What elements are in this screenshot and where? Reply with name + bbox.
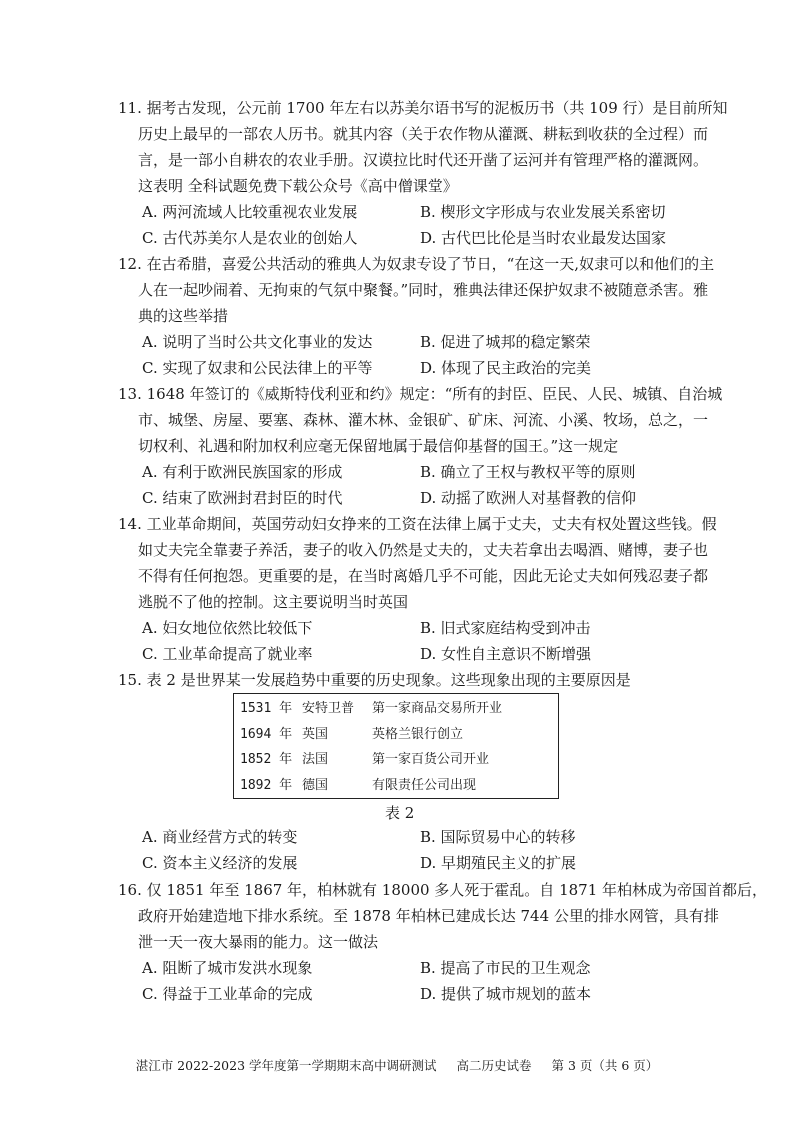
table-cell-year: 1694 年 [240, 726, 293, 742]
option-c: C. 实现了奴隶和公民法律上的平等 [142, 359, 373, 377]
table-cell-year: 1852 年 [240, 752, 293, 767]
option-c: C. 工业革命提高了就业率 [142, 645, 313, 663]
table-cell-place: 德国 [302, 777, 329, 793]
option-b: B. 旧式家庭结构受到冲击 [420, 619, 591, 637]
options-row [118, 850, 678, 876]
question-stem-line: 12. 在古希腊，喜爱公共活动的雅典人为奴隶专设了节日，“在这一天,奴隶可以和他们的主 [118, 255, 715, 273]
table-cell-event: 第一家商品交易所开业 [372, 701, 503, 716]
table-cell-event: 有限责任公司出现 [372, 777, 477, 793]
option-d: D. 古代巴比伦是当时农业最发达国家 [420, 229, 667, 247]
question-11 [118, 95, 728, 251]
option-a: A. 阻断了城市发洪水现象 [142, 959, 313, 977]
option-a: A. 有利于欧洲民族国家的形成 [142, 463, 343, 481]
question-stem-line: 人在一起吵闹着、无拘束的气氛中聚餐。”同时，雅典法律还保护奴隶不被随意杀害。雅 [138, 281, 709, 299]
options-row [118, 955, 678, 981]
question-15-options [118, 824, 678, 876]
question-15 [118, 667, 678, 693]
table-row [240, 773, 552, 799]
page-footer [0, 1056, 794, 1076]
table-cell-place: 英国 [302, 726, 329, 742]
footer-exam-title: 湛江市 2022-2023 学年度第一学期期末高中调研测试 [135, 1058, 437, 1073]
question-stem-line: 市、城堡、房屋、要塞、森林、灌木林、金银矿、矿床、河流、小溪、牧场，总之，一 [138, 411, 709, 429]
question-14 [118, 511, 717, 667]
options-row [118, 615, 678, 641]
table-cell-place: 法国 [302, 752, 329, 767]
option-c: C. 资本主义经济的发展 [142, 854, 298, 872]
options-row [118, 459, 678, 485]
question-stem-line: 切权利、礼遇和附加权利应毫无保留地属于最信仰基督的国王。”这一规定 [138, 437, 619, 455]
table-caption: 表 2 [385, 804, 415, 822]
question-stem-line: 11. 据考古发现，公元前 1700 年左右以苏美尔语书写的泥板历书（共 109 行）是目前所知 [118, 99, 728, 117]
option-c: C. 得益于工业革命的完成 [142, 985, 313, 1003]
question-stem-line: 逃脱不了他的控制。这主要说明当时英国 [138, 593, 409, 611]
footer-page-number: 第 3 页（共 6 页） [551, 1058, 659, 1073]
question-12 [118, 251, 715, 381]
table-row [240, 722, 552, 748]
options-row [118, 329, 678, 355]
option-a: A. 两河流域人比较重视农业发展 [142, 203, 358, 221]
question-13 [118, 381, 723, 511]
question-stem-line: 政府开始建造地下排水系统。至 1878 年柏林已建成长达 744 公里的排水网管，具有排 [138, 907, 719, 925]
option-b: B. 促进了城邦的稳定繁荣 [420, 333, 591, 351]
table-row [240, 696, 552, 722]
table-cell-year: 1892 年 [240, 777, 293, 793]
option-a: A. 说明了当时公共文化事业的发达 [142, 333, 373, 351]
question-stem-line: 13. 1648 年签订的《威斯特伐利亚和约》规定：“所有的封臣、臣民、人民、城镇、自治城 [118, 385, 723, 403]
options-row [118, 824, 678, 850]
table-cell-event: 第一家百货公司开业 [372, 752, 490, 767]
table-2 [233, 693, 559, 799]
question-stem-line: 言，是一部小自耕农的农业手册。汉谟拉比时代还开凿了运河并有管理严格的灌溉网。 [138, 151, 709, 169]
question-stem-line: 这表明 全科试题免费下载公众号《高中僧课堂》 [138, 177, 458, 195]
table-cell-year: 1531 年 [240, 701, 293, 716]
footer-subject: 高二历史试卷 [456, 1058, 532, 1073]
option-a: A. 妇女地位依然比较低下 [142, 619, 313, 637]
question-stem-line: 泄一天一夜大暴雨的能力。这一做法 [138, 933, 379, 951]
table-row [240, 747, 552, 773]
question-stem-line: 如丈夫完全靠妻子养活，妻子的收入仍然是丈夫的，丈夫若拿出去喝酒、赌博，妻子也 [138, 541, 709, 559]
options-row [118, 485, 678, 511]
question-stem-line: 16. 仅 1851 年至 1867 年，柏林就有 18000 多人死于霍乱。自 1871 年柏林成为帝国首都后， [118, 881, 768, 899]
option-d: D. 早期殖民主义的扩展 [420, 854, 577, 872]
option-c: C. 古代苏美尔人是农业的创始人 [142, 229, 358, 247]
options-row [118, 981, 678, 1007]
option-c: C. 结束了欧洲封君封臣的时代 [142, 489, 343, 507]
option-b: B. 楔形文字形成与农业发展关系密切 [420, 203, 666, 221]
option-d: D. 提供了城市规划的蓝本 [420, 985, 592, 1003]
option-b: B. 确立了王权与教权平等的原则 [420, 463, 636, 481]
options-row [118, 641, 678, 667]
option-d: D. 体现了民主政治的完美 [420, 359, 592, 377]
question-stem-line: 历史上最早的一部农人历书。就其内容（关于农作物从灌溉、耕耘到收获的全过程）而 [138, 125, 709, 143]
option-a: A. 商业经营方式的转变 [142, 828, 298, 846]
option-b: B. 国际贸易中心的转移 [420, 828, 576, 846]
option-b: B. 提高了市民的卫生观念 [420, 959, 591, 977]
option-d: D. 动摇了欧洲人对基督教的信仰 [420, 489, 637, 507]
question-stem-line: 典的这些举措 [138, 307, 229, 325]
question-stem-line: 不得有任何抱怨。更重要的是，在当时离婚几乎不可能，因此无论丈夫如何残忍妻子都 [138, 567, 709, 585]
question-16 [118, 877, 768, 1007]
option-d: D. 女性自主意识不断增强 [420, 645, 592, 663]
table-cell-event: 英格兰银行创立 [372, 726, 464, 742]
options-row [118, 355, 678, 381]
question-stem-line: 15. 表 2 是世界某一发展趋势中重要的历史现象。这些现象出现的主要原因是 [118, 671, 631, 689]
table-cell-place: 安特卫普 [302, 701, 355, 716]
options-row [118, 225, 678, 251]
options-row [118, 199, 678, 225]
question-stem-line: 14. 工业革命期间，英国劳动妇女挣来的工资在法律上属于丈夫，丈夫有权处置这些钱。假 [118, 515, 717, 533]
